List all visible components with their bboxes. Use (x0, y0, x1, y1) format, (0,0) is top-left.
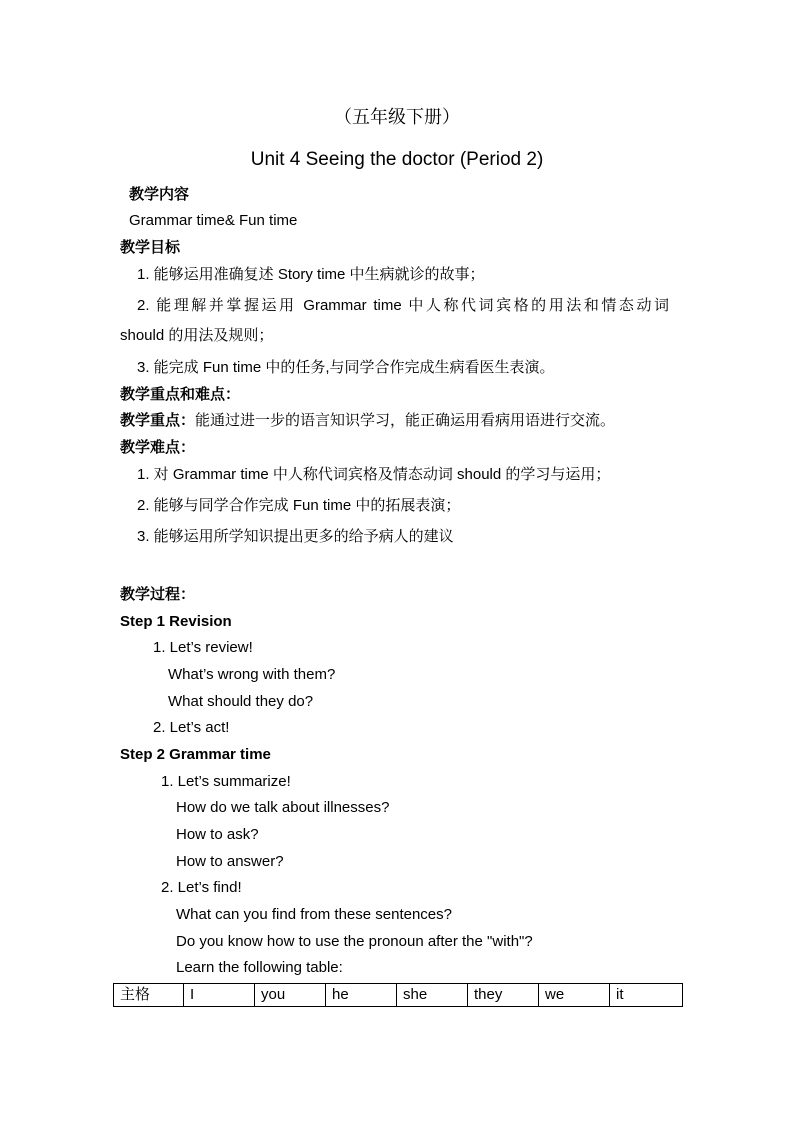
table-cell: I (184, 984, 255, 1007)
step1-item-1: 1. Let’s review! (153, 639, 253, 656)
step2-question-3: How to answer? (176, 853, 284, 870)
content-text: Grammar time& Fun time (129, 212, 298, 229)
page-title: Unit 4 Seeing the doctor (Period 2) (250, 149, 544, 170)
difficulty-2: 2. 能够与同学合作完成 Fun time 中的拓展表演； (137, 497, 461, 514)
step2-question-1: How do we talk about illnesses? (176, 799, 390, 816)
step2-question-4: What can you find from these sentences? (176, 906, 452, 923)
table-cell: you (255, 984, 326, 1007)
grade-label: （五年级下册） (334, 107, 460, 127)
step1-question-2: What should they do? (168, 693, 314, 710)
objective-2-line-2: should 的用法及规则； (120, 327, 274, 344)
table-cell: she (397, 984, 468, 1007)
difficulty-1: 1. 对 Grammar time 中人称代词宾格及情态动词 should 的学习与运用； (137, 466, 611, 483)
table-row (114, 984, 683, 1007)
table-cell: they (468, 984, 539, 1007)
process-heading: 教学过程： (120, 586, 196, 603)
table-cell: we (539, 984, 610, 1007)
step2-item-2: 2. Let’s find! (161, 879, 242, 896)
difficulty-heading: 教学难点： (120, 439, 196, 456)
step1-question-1: What’s wrong with them? (168, 666, 336, 683)
key-points-heading: 教学重点和难点： (120, 386, 241, 403)
pronoun-table (113, 983, 683, 1007)
focus-line (120, 410, 615, 432)
step2-question-6: Learn the following table: (176, 959, 343, 976)
focus-label: 教学重点： (120, 412, 196, 429)
step2-title: Step 2 Grammar time (120, 746, 271, 763)
focus-text: 能通过进一步的语言知识学习，能正确运用看病用语进行交流。 (195, 412, 616, 429)
content-heading: 教学内容 (129, 186, 190, 203)
objectives-heading: 教学目标 (120, 239, 181, 256)
table-cell: he (326, 984, 397, 1007)
objective-1: 1. 能够运用准确复述 Story time 中生病就诊的故事； (137, 266, 485, 283)
objective-2-line-1: 2. 能理解并掌握运用 Grammar time 中人称代词宾格的用法和情态动词 (137, 297, 669, 314)
step2-question-5: Do you know how to use the pronoun after the "with"? (176, 933, 533, 950)
difficulty-3: 3. 能够运用所学知识提出更多的给予病人的建议 (137, 528, 454, 545)
objective-3: 3. 能完成 Fun time 中的任务,与同学合作完成生病看医生表演。 (137, 359, 555, 376)
step1-title: Step 1 Revision (120, 613, 232, 630)
step2-question-2: How to ask? (176, 826, 259, 843)
table-cell: it (610, 984, 683, 1007)
table-cell-label: 主格 (114, 984, 184, 1007)
step2-item-1: 1. Let’s summarize! (161, 773, 291, 790)
step1-item-2: 2. Let’s act! (153, 719, 230, 736)
